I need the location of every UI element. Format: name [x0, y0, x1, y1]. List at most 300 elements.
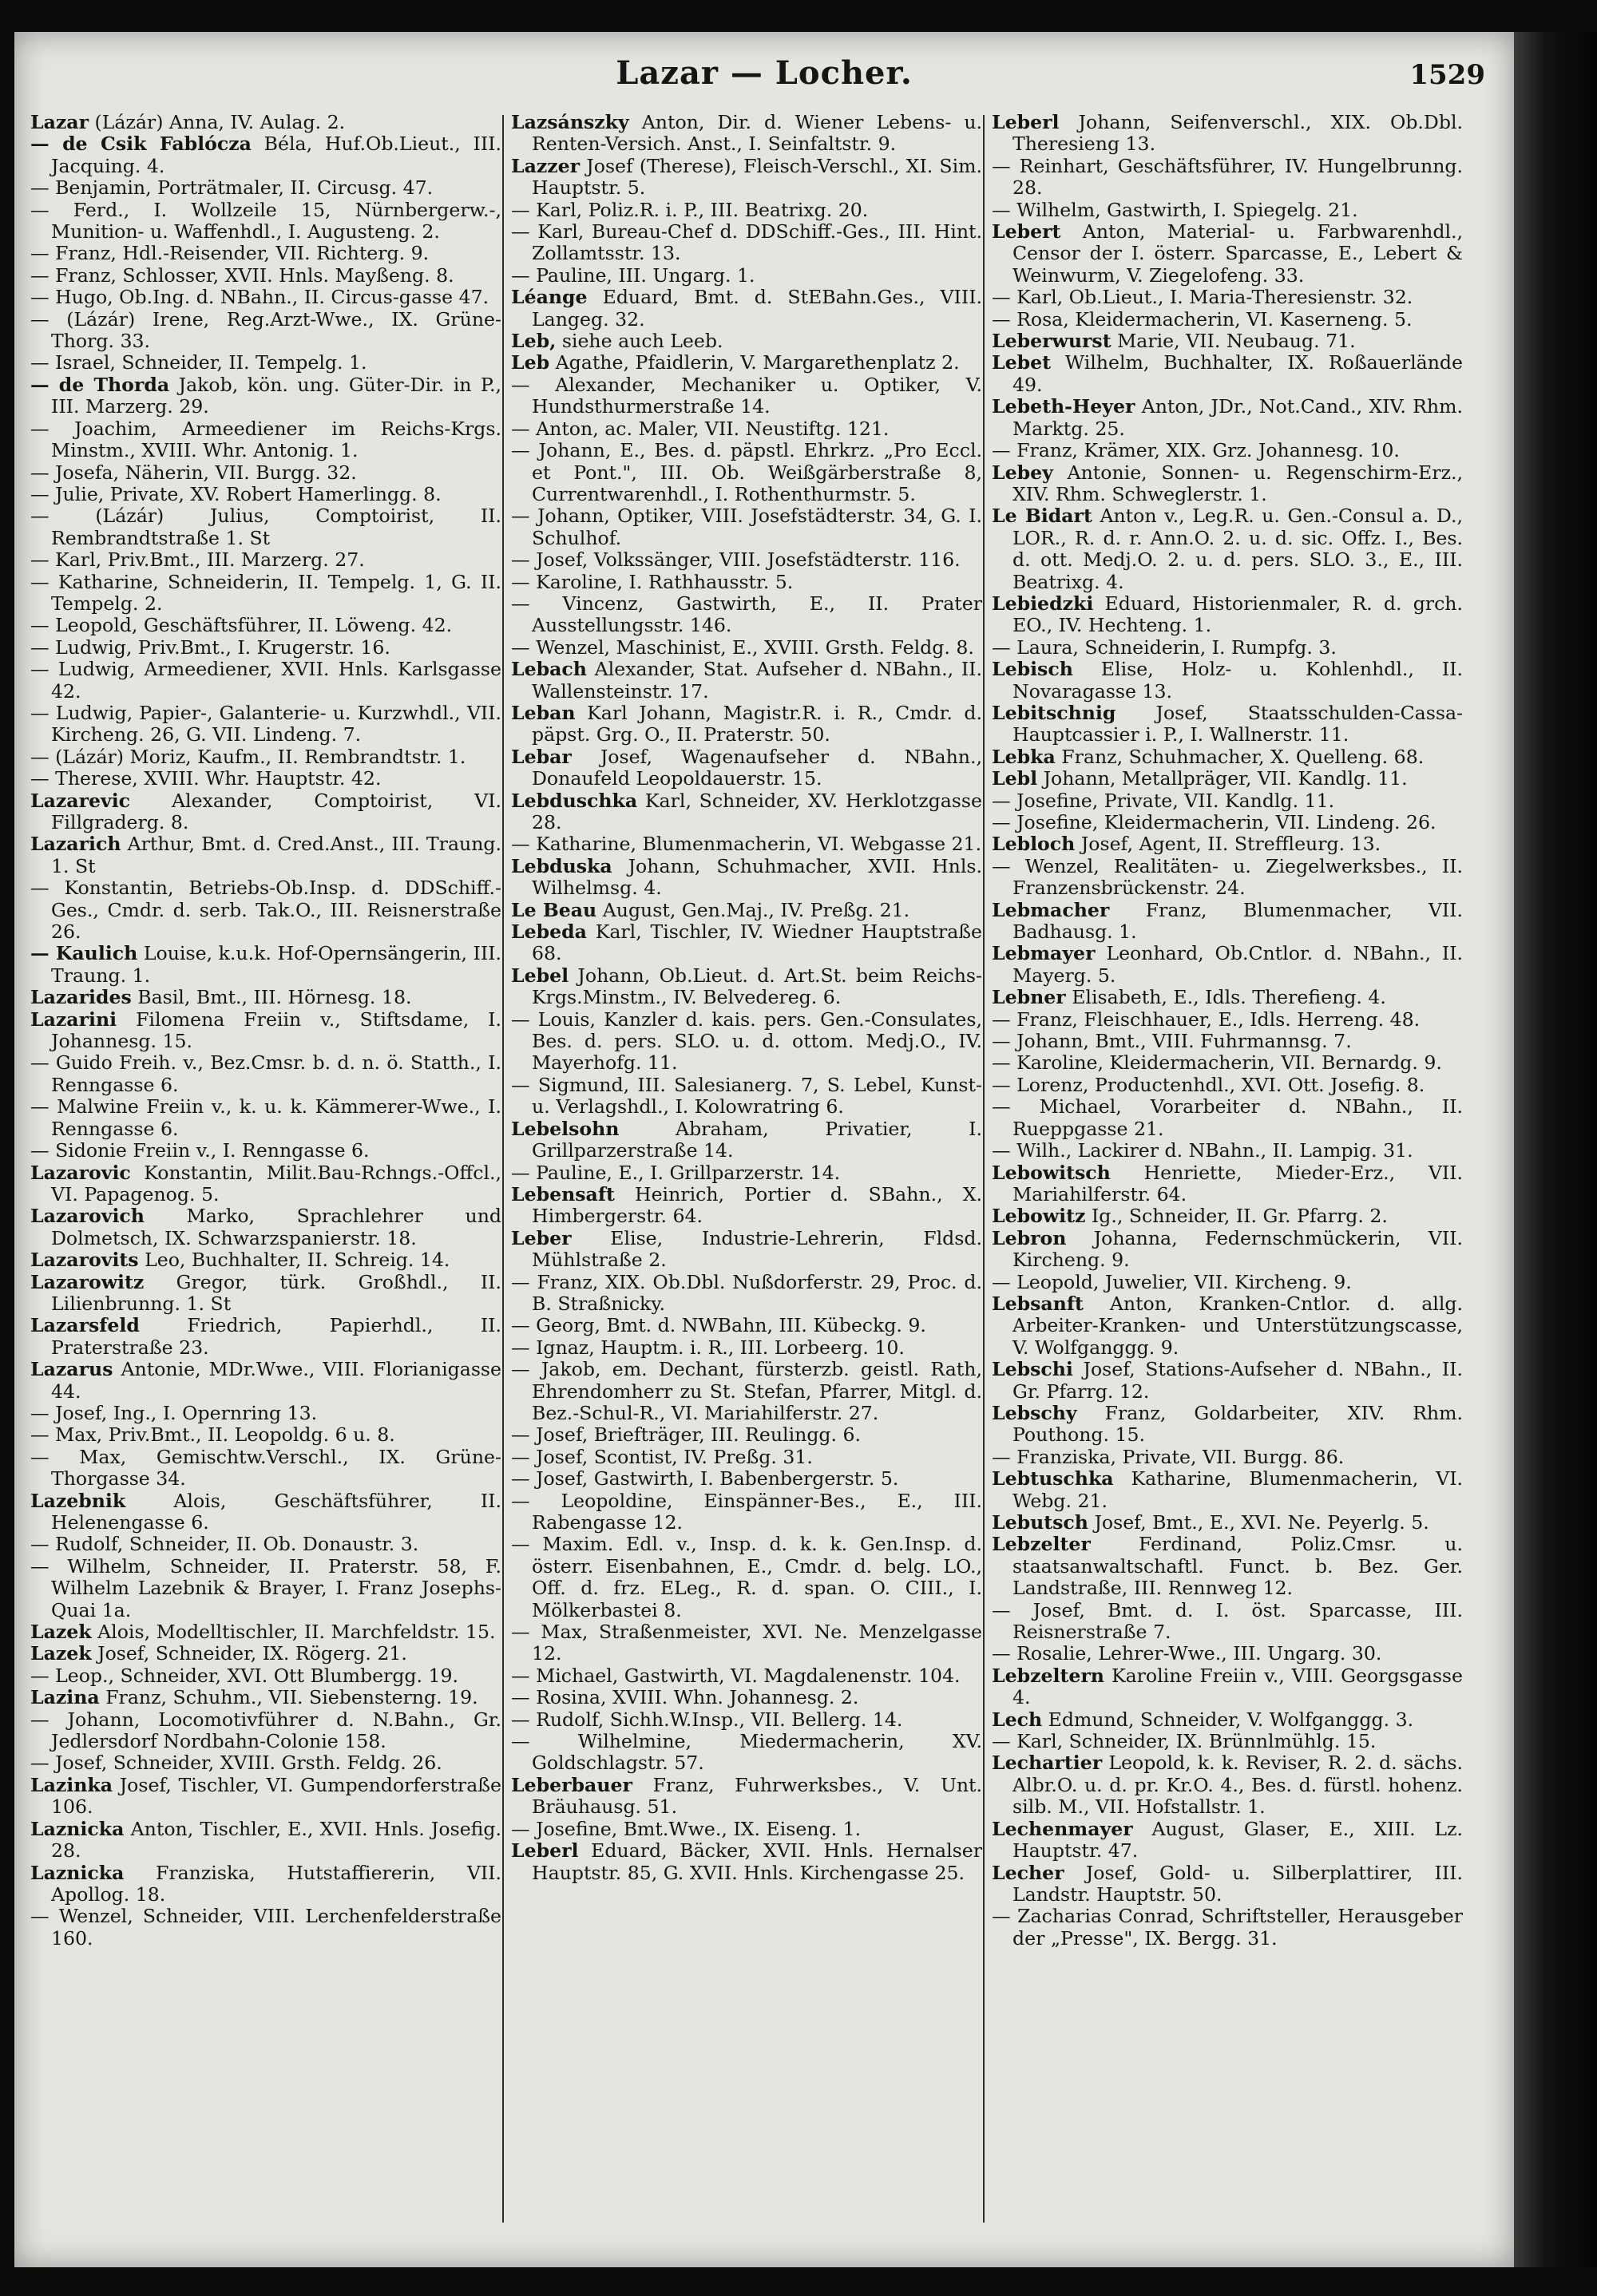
entry-text: Franz, Blumenmacher, VII. Badhausg. 1. — [1012, 898, 1463, 944]
entry-text: — Lorenz, Productenhdl., XVI. Ott. Josefig. 8. — [992, 1073, 1425, 1096]
entry-text: — Guido Freih. v., Bez.Cmsr. b. d. n. ö. Statth., I. Renngasse 6. — [30, 1051, 501, 1096]
entry-name: Lebar — [511, 745, 572, 768]
entry-name: Leberl — [992, 111, 1060, 133]
directory-entry — [992, 1512, 1463, 1534]
entry-text: Antonie, MDr.Wwe., VIII. Florianigasse 44. — [51, 1358, 502, 1403]
entry-name: Lazarides — [30, 986, 132, 1009]
entry-text: — Julie, Private, XV. Robert Hamerlingg. 8. — [30, 482, 442, 505]
entry-name: Lazarich — [30, 833, 121, 856]
entry-text: — Max, Gemischtw.Verschl., IX. Grüne-Thorgasse 34. — [30, 1445, 501, 1490]
entry-text: Anton, Dir. d. Wiener Lebens- u. Renten-Versich. Anst., I. Seinfaltstr. 9. — [532, 111, 983, 156]
directory-entry — [992, 1468, 1463, 1512]
entry-name: — de Thorda — [30, 373, 170, 396]
directory-entry — [30, 943, 501, 987]
entry-text: — Michael, Gastwirth, VI. Magdalenenstr. 104. — [511, 1664, 961, 1687]
directory-entry — [511, 1687, 982, 1708]
directory-entry — [992, 768, 1463, 790]
entry-text: Anton, Tischler, E., XVII. Hnls. Josefig. 28. — [51, 1817, 501, 1863]
entry-text: — Franz, Fleischhauer, E., Idls. Herreng. 48. — [992, 1007, 1421, 1031]
entry-text: Katharine, Blumenmacherin, VI. Webg. 21. — [1012, 1467, 1464, 1512]
entry-name: Lechenmayer — [992, 1817, 1133, 1840]
directory-entry — [992, 1272, 1463, 1293]
entry-text: — Karl, Poliz.R. i. P., III. Beatrixg. 20. — [511, 198, 869, 221]
entry-name: Lebloch — [992, 833, 1076, 856]
directory-entry — [30, 1249, 501, 1271]
entry-text: — Max, Priv.Bmt., II. Leopoldg. 6 u. 8. — [30, 1423, 395, 1447]
entry-text: Franz, Goldarbeiter, XIV. Rhm. Pouthong. 15. — [1012, 1401, 1463, 1447]
entry-name: Lebmayer — [992, 942, 1096, 965]
entry-text: — Rudolf, Sichh.W.Insp., VII. Bellerg. 14. — [511, 1708, 903, 1731]
entry-name: Lebduska — [511, 854, 612, 877]
entry-name: Leb — [511, 351, 550, 374]
directory-page — [14, 32, 1514, 2267]
entry-name: Lazina — [30, 1686, 100, 1709]
entry-text: — Ludwig, Armeediener, XVII. Hnls. Karlsgasse 42. — [30, 658, 501, 703]
entry-name: Lazarovic — [30, 1161, 131, 1184]
entry-text: — Maxim. Edl. v., Insp. d. k. k. Gen.Insp. d. österr. Eisenbahnen, E., Cmdr. d. belg. LO., Off. d. frz. ELeg., R. d. span. O. CIII., I. Mölkerbastei 8. — [511, 1533, 982, 1621]
entry-text: — Josefine, Kleidermacherin, VII. Lindeng. 26. — [992, 811, 1437, 833]
directory-entry — [30, 1447, 501, 1490]
entry-text: — Leop., Schneider, XVI. Ott Blumbergg. 19. — [30, 1664, 459, 1687]
entry-text: August, Gen.Maj., IV. Preßg. 21. — [602, 898, 910, 921]
entry-text: Abraham, Privatier, I. Grillparzerstraße 14. — [532, 1117, 982, 1162]
entry-text: Johann, Schuhmacher, XVII. Hnls. Wilhelmsg. 4. — [532, 854, 982, 900]
directory-entry — [992, 659, 1463, 703]
directory-entry — [30, 746, 501, 768]
entry-text: — Karl, Priv.Bmt., III. Marzerg. 27. — [30, 548, 365, 572]
directory-entry — [511, 833, 982, 855]
directory-entry — [511, 921, 982, 965]
directory-entry — [30, 1424, 501, 1446]
entry-name: Lazarevic — [30, 789, 131, 812]
entry-name: Laznicka — [30, 1861, 125, 1884]
entry-name: — de Csik Fablócza — [30, 133, 252, 156]
entry-text: Konstantin, Milit.Bau-Rchngs.-Offcl., VI. Papagenog. 5. — [51, 1161, 502, 1205]
directory-entry — [992, 505, 1463, 593]
entry-name: Lazsánszky — [511, 111, 629, 133]
entry-text: — Rosalie, Lehrer-Wwe., III. Ungarg. 30. — [992, 1642, 1382, 1665]
entry-text: Karl Johann, Magistr.R. i. R., Cmdr. d. päpst. Grg. O., II. Praterstr. 50. — [532, 701, 983, 746]
entry-text: — Israel, Schneider, II. Tempelg. 1. — [30, 351, 367, 374]
directory-entry — [30, 1009, 501, 1053]
directory-entry — [511, 1009, 982, 1075]
directory-entry — [992, 856, 1463, 900]
entry-text: — Therese, XVIII. Whr. Hauptstr. 42. — [30, 767, 382, 790]
entry-name: Lazarovits — [30, 1249, 139, 1272]
directory-entry — [30, 133, 501, 177]
entry-text: — (Lázár) Irene, Reg.Arzt-Wwe., IX. Grüne-Thorg. 33. — [30, 307, 501, 353]
directory-entry — [30, 1906, 501, 1950]
directory-entry — [992, 396, 1463, 440]
entry-name: Lechartier — [992, 1752, 1103, 1775]
directory-entry — [511, 505, 982, 549]
entry-text: Franziska, Hutstaffiererin, VII. Apollog. 18. — [51, 1861, 502, 1906]
entry-text: Josef, Gold- u. Silberplattirer, III. Landstr. Hauptstr. 50. — [1012, 1861, 1464, 1906]
directory-entry — [992, 1447, 1463, 1468]
directory-entry — [511, 200, 982, 221]
entry-text: Josef, Staatsschulden-Cassa-Hauptcassier i. P., I. Wallnerstr. 11. — [1012, 701, 1463, 746]
directory-entry — [511, 1490, 982, 1534]
directory-entry — [992, 746, 1463, 768]
entry-text: — Pauline, III. Ungarg. 1. — [511, 263, 755, 287]
page-header — [14, 49, 1514, 105]
directory-entry — [30, 177, 501, 199]
entry-text: — Franziska, Private, VII. Burgg. 86. — [992, 1445, 1345, 1468]
entry-text: Josef, Stations-Aufseher d. NBahn., II. Gr. Pfarrg. 12. — [1012, 1358, 1463, 1403]
directory-entry — [511, 352, 982, 374]
directory-entry — [511, 1359, 982, 1424]
entry-text: — (Lázár) Moriz, Kaufm., II. Rembrandtstr. 1. — [30, 745, 466, 768]
entry-name: Lazarus — [30, 1358, 113, 1381]
entry-text: — Wilhelm, Schneider, II. Praterstr. 58, F. Wilhelm Lazebnik & Brayer, I. Franz Josephs-Quai 1a. — [30, 1554, 501, 1621]
entry-text: Eduard, Bäcker, XVII. Hnls. Hernalser Hauptstr. 85, G. XVII. Hnls. Kirchengasse 25. — [532, 1839, 983, 1884]
entry-text: — Wenzel, Schneider, VIII. Lerchenfelderstraße 160. — [30, 1905, 501, 1950]
entry-name: Lazebnik — [30, 1489, 126, 1512]
directory-entry — [992, 1140, 1463, 1162]
entry-text: — Sidonie Freiin v., I. Renngasse 6. — [30, 1139, 370, 1162]
entry-name: Leber — [511, 1226, 572, 1249]
entry-text: — Johann, E., Bes. d. päpstl. Ehrkrz. „Pro Eccl. et Pont.", III. Ob. Weißgärberstraße 8, Currentwarenhdl., I. Rothenthurmstr. 5. — [511, 439, 982, 505]
entry-text: Alois, Geschäftsführer, II. Helenengasse 6. — [51, 1489, 501, 1534]
directory-entry — [511, 265, 982, 287]
directory-entry — [992, 1009, 1463, 1031]
entry-text: Franz, Schuhm., VII. Siebensterng. 19. — [105, 1686, 478, 1709]
entry-text: — Ludwig, Papier-, Galanterie- u. Kurzwhdl., VII. Kircheng. 26, G. VII. Lindeng. 7. — [30, 701, 501, 746]
directory-entry — [30, 505, 501, 549]
directory-entry — [30, 1140, 501, 1162]
directory-entry — [30, 309, 501, 353]
entry-text: — Rudolf, Schneider, II. Ob. Donaustr. 3. — [30, 1533, 419, 1556]
directory-entry — [992, 943, 1463, 987]
directory-entry — [992, 1643, 1463, 1665]
directory-entry — [30, 1096, 501, 1140]
entry-name: Lazar — [30, 111, 89, 133]
entry-name: Leberl — [511, 1839, 579, 1863]
entry-text: — Malwine Freiin v., k. u. k. Kämmerer-Wwe., I. Renngasse 6. — [30, 1095, 501, 1140]
directory-entry — [511, 1731, 982, 1775]
entry-name: Lebschi — [992, 1358, 1073, 1381]
directory-entry — [511, 856, 982, 900]
entry-text: — Jakob, em. Dechant, fürsterzb. geistl. Rath, Ehrendomherr zu St. Stefan, Pfarrer, Mitgl. d. Bez.-Schul-R., VI. Mariahilferstr. 27. — [511, 1358, 982, 1424]
entry-text: Alexander, Comptoirist, VI. Fillgraderg. 8. — [51, 789, 501, 833]
directory-entry — [511, 1075, 982, 1118]
entry-text: — Johann, Optiker, VIII. Josefstädterstr. 34, G. I. Schulhof. — [511, 505, 982, 549]
entry-name: Lazzer — [511, 154, 581, 177]
entry-name: Léange — [511, 286, 588, 309]
entry-name: Lebert — [992, 220, 1061, 243]
entry-text: — Wilhelm, Gastwirth, I. Spiegelg. 21. — [992, 198, 1358, 221]
directory-entry — [511, 1162, 982, 1184]
entry-text: Johann, Seifenverschl., XIX. Ob.Dbl. Theresieng 13. — [1012, 111, 1464, 156]
directory-entry — [511, 440, 982, 505]
entry-text: — Josef, Briefträger, III. Reulingg. 6. — [511, 1423, 862, 1447]
entry-text: Arthur, Bmt. d. Cred.Anst., III. Traung. 1. St — [51, 833, 501, 877]
entry-text: — Karl, Schneider, IX. Brünnlmühlg. 15. — [992, 1730, 1377, 1753]
entry-name: Lebowitsch — [992, 1161, 1111, 1184]
entry-text: — Zacharias Conrad, Schriftsteller, Herausgeber der „Presse", IX. Bergg. 31. — [992, 1905, 1463, 1950]
directory-entry — [511, 1228, 982, 1272]
entry-text: — Franz, Hdl.-Reisender, VII. Richterg. 9. — [30, 242, 430, 265]
entry-text: Heinrich, Portier d. SBahn., X. Himbergerstr. 64. — [532, 1182, 983, 1228]
directory-entry — [30, 877, 501, 943]
entry-text: — Leopold, Juwelier, VII. Kircheng. 9. — [992, 1270, 1352, 1293]
entry-text: Franz, Fuhrwerksbes., V. Unt. Bräuhausg. 51. — [532, 1773, 983, 1819]
entry-text: Wilhelm, Buchhalter, IX. Roßauerlände 49. — [1012, 351, 1463, 396]
directory-entry — [511, 746, 982, 790]
entry-text: — (Lázár) Julius, Comptoirist, II. Rembrandtstraße 1. St — [30, 505, 501, 549]
entry-name: Lebron — [992, 1226, 1067, 1249]
entry-text: — Franz, Schlosser, XVII. Hnls. Mayßeng. 8. — [30, 263, 454, 287]
directory-entry — [30, 462, 501, 484]
directory-entry — [30, 1819, 501, 1863]
entry-text: Karl, Schneider, XV. Herklotzgasse 28. — [532, 789, 982, 833]
directory-entry — [30, 572, 501, 616]
entry-text: — Josefine, Bmt.Wwe., IX. Eiseng. 1. — [511, 1817, 862, 1840]
entry-text: August, Glaser, E., XIII. Lz. Hauptstr. 47. — [1012, 1817, 1463, 1863]
entry-text: — Wenzel, Maschinist, E., XVIII. Grsth. Feldg. 8. — [511, 635, 974, 659]
directory-entry — [511, 1775, 982, 1819]
entry-text: — Johann, Bmt., VIII. Fuhrmannsg. 7. — [992, 1030, 1352, 1053]
entry-text: — Rosa, Kleidermacherin, VI. Kaserneng. 5. — [992, 307, 1413, 331]
entry-name: Lebner — [992, 986, 1066, 1009]
entry-name: Le Beau — [511, 898, 597, 921]
entry-text: Franz, Schuhmacher, X. Quelleng. 68. — [1061, 745, 1425, 768]
entry-text: Basil, Bmt., III. Hörnesg. 18. — [137, 986, 412, 1009]
entry-text: — Josef, Volkssänger, VIII. Josefstädterstr. 116. — [511, 548, 961, 572]
entry-name: Lebelsohn — [511, 1117, 620, 1140]
column-1 — [30, 112, 501, 1950]
directory-entry — [992, 221, 1463, 287]
directory-entry — [992, 1665, 1463, 1709]
entry-text: Friedrich, Papierhdl., II. Praterstraße 23. — [51, 1314, 502, 1359]
entry-text: Gregor, türk. Großhdl., II. Lilienbrunng. 1. St — [51, 1270, 501, 1315]
directory-entry — [30, 703, 501, 746]
entry-text: — Wilhelmine, Miedermacherin, XV. Goldschlagstr. 57. — [511, 1730, 982, 1775]
directory-entry — [992, 440, 1463, 461]
entry-text: — Wenzel, Realitäten- u. Ziegelwerksbes., II. Franzensbrückenstr. 24. — [992, 854, 1463, 900]
directory-entry — [511, 1424, 982, 1446]
entry-text: — Max, Straßenmeister, XVI. Ne. Menzelgasse 12. — [511, 1621, 982, 1665]
directory-entry — [511, 331, 982, 352]
entry-text: Ferdinand, Poliz.Cmsr. u. staatsanwaltschaftl. Funct. b. Bez. Ger. Landstraße, III. Rennweg 12. — [1012, 1533, 1464, 1600]
entry-name: Lebschy — [992, 1401, 1077, 1424]
directory-entry — [511, 1665, 982, 1687]
entry-text: Anton v., Leg.R. u. Gen.-Consul a. D., LOR., R. d. r. Ann.O. 2. u. d. sic. Offz. I., Bes. d. ott. Medj.O. 2. u. d. pers. SLO. 3., E., III. Beatrixg. 4. — [1012, 505, 1464, 593]
directory-entry — [30, 833, 501, 877]
entry-name: Leb, — [511, 330, 557, 353]
entry-name: Lebzelter — [992, 1533, 1091, 1556]
entry-text: — Josef, Bmt. d. I. öst. Sparcasse, III. Reisnerstraße 7. — [992, 1598, 1463, 1644]
directory-entry — [511, 572, 982, 593]
entry-text: — Josef, Schneider, XVIII. Grsth. Feldg. 26. — [30, 1752, 442, 1775]
directory-entry — [992, 1709, 1463, 1731]
directory-entry — [992, 1752, 1463, 1818]
directory-entry — [992, 900, 1463, 944]
entry-text: Ig., Schneider, II. Gr. Pfarrg. 2. — [1091, 1205, 1388, 1228]
entry-text: Johann, Metallpräger, VII. Kandlg. 11. — [1043, 767, 1408, 790]
entry-text: — Karoline, Kleidermacherin, VII. Bernardg. 9. — [992, 1051, 1442, 1075]
directory-entry — [511, 790, 982, 834]
entry-text: Leo, Buchhalter, II. Schreig. 14. — [145, 1249, 450, 1272]
column-3 — [992, 112, 1463, 1950]
entry-text: — Rosina, XVIII. Whn. Johannesg. 2. — [511, 1686, 859, 1709]
directory-entry — [511, 549, 982, 571]
entry-text: Josef, Agent, II. Streffleurg. 13. — [1080, 833, 1381, 856]
entry-text: Marie, VII. Neubaug. 71. — [1117, 330, 1356, 353]
directory-entry — [511, 221, 982, 265]
entry-name: Leban — [511, 701, 576, 724]
entry-name: Leberbauer — [511, 1773, 632, 1796]
entry-text: — Ferd., I. Wollzeile 15, Nürnbergerw.-, Munition- u. Waffenhdl., I. Augusteng. 2. — [30, 198, 501, 243]
directory-entry — [992, 352, 1463, 396]
entry-text: — Karl, Bureau-Chef d. DDSchiff.-Ges., III. Hint. Zollamtsstr. 13. — [511, 220, 982, 265]
entry-name: Lebowitz — [992, 1205, 1086, 1228]
entry-text: — Wilh., Lackirer d. NBahn., II. Lampig. 31. — [992, 1139, 1413, 1162]
entry-name: Lebisch — [992, 658, 1073, 681]
directory-entry — [30, 1687, 501, 1708]
entry-text: Josef, Wagenaufseher d. NBahn., Donaufeld Leopoldauerstr. 15. — [532, 745, 982, 790]
entry-text: — Karoline, I. Rathhausstr. 5. — [511, 570, 794, 593]
entry-text: Johanna, Federnschmückerin, VII. Kircheng. 9. — [1012, 1226, 1463, 1272]
directory-entry — [992, 1096, 1463, 1140]
directory-entry — [992, 156, 1463, 200]
entry-text: — Josefa, Näherin, VII. Burgg. 32. — [30, 461, 357, 484]
entry-name: Lebutsch — [992, 1511, 1088, 1534]
directory-entry — [992, 812, 1463, 833]
entry-name: Lebmacher — [992, 898, 1110, 921]
entry-text: — Franz, Krämer, XIX. Grz. Johannesg. 10. — [992, 439, 1400, 462]
entry-name: Lebey — [992, 461, 1053, 484]
directory-entry — [511, 1272, 982, 1316]
entry-text: Antonie, Sonnen- u. Regenschirm-Erz., XIV. Rhm. Schweglerstr. 1. — [1012, 461, 1463, 505]
directory-entry — [30, 1272, 501, 1316]
directory-entry — [30, 1315, 501, 1359]
directory-entry — [992, 1359, 1463, 1403]
directory-entry — [992, 1403, 1463, 1447]
column-divider — [983, 115, 985, 2223]
directory-entry — [30, 200, 501, 243]
entry-name: Leberwurst — [992, 330, 1112, 353]
directory-entry — [511, 1534, 982, 1621]
entry-text: — Alexander, Mechaniker u. Optiker, V. Hundsthurmerstraße 14. — [511, 373, 982, 418]
directory-entry — [992, 790, 1463, 812]
entry-text: — Josef, Ing., I. Opernring 13. — [30, 1401, 318, 1424]
entry-text: — Karl, Ob.Lieut., I. Maria-Theresienstr. 32. — [992, 286, 1413, 309]
entry-text: — Vincenz, Gastwirth, E., II. Prater Ausstellungsstr. 146. — [511, 592, 982, 637]
directory-entry — [30, 243, 501, 264]
directory-entry — [992, 1600, 1463, 1644]
directory-entry — [992, 287, 1463, 308]
directory-entry — [992, 1293, 1463, 1359]
entry-text: Eduard, Historienmaler, R. d. grch. EO., IV. Hechteng. 1. — [1012, 592, 1463, 637]
directory-entry — [511, 1840, 982, 1884]
entry-text: — Konstantin, Betriebs-Ob.Insp. d. DDSchiff.-Ges., Cmdr. d. serb. Tak.O., III. Reisnerstraße 26. — [30, 877, 501, 944]
entry-text: Elise, Holz- u. Kohlenhdl., II. Novaragasse 13. — [1012, 658, 1464, 703]
entry-name: Lebeth-Heyer — [992, 395, 1135, 418]
entry-text: Agathe, Pfaidlerin, V. Margarethenplatz 2. — [555, 351, 960, 374]
directory-entry — [992, 112, 1463, 156]
directory-entry — [511, 1447, 982, 1468]
entry-name: Lebtuschka — [992, 1467, 1114, 1490]
directory-entry — [992, 833, 1463, 855]
entry-name: Lazarini — [30, 1007, 117, 1031]
directory-entry — [511, 1184, 982, 1228]
entry-text: Alois, Modelltischler, II. Marchfeldstr. 15. — [97, 1621, 496, 1644]
entry-name: Lebet — [992, 351, 1052, 374]
entry-text: Josef, Tischler, VI. Gumpendorferstraße 106. — [51, 1773, 502, 1819]
directory-entry — [992, 1819, 1463, 1863]
directory-entry — [511, 1118, 982, 1162]
entry-text: — Johann, Locomotivführer d. N.Bahn., Gr. Jedlersdorf Nordbahn-Colonie 158. — [30, 1708, 501, 1753]
entry-name: Lazarovich — [30, 1205, 145, 1228]
entry-text: — Anton, ac. Maler, VII. Neustiftg. 121. — [511, 417, 890, 440]
directory-entry — [992, 1731, 1463, 1752]
entry-text: — Katharine, Blumenmacherin, VI. Webgasse 21. — [511, 833, 982, 856]
entry-text: — Reinhart, Geschäftsführer, IV. Hungelbrunng. 28. — [992, 154, 1463, 200]
entry-text: Filomena Freiin v., Stiftsdame, I. Johannesg. 15. — [51, 1007, 502, 1053]
directory-entry — [511, 287, 982, 331]
entry-text: siehe auch Leeb. — [561, 330, 723, 353]
entry-text: (Lázár) Anna, IV. Aulag. 2. — [94, 111, 346, 133]
entry-text: — Leopoldine, Einspänner-Bes., E., III. Rabengasse 12. — [511, 1489, 982, 1534]
column-2 — [511, 112, 982, 1884]
entry-text: — Georg, Bmt. d. NWBahn, III. Kübeckg. 9. — [511, 1314, 926, 1337]
entry-name: Laznicka — [30, 1817, 125, 1840]
entry-name: Lebitschnig — [992, 701, 1116, 724]
directory-entry — [511, 1337, 982, 1359]
entry-name: Lecher — [992, 1861, 1064, 1884]
directory-entry — [511, 1315, 982, 1336]
directory-entry — [511, 1621, 982, 1665]
entry-name: Lebensaft — [511, 1182, 615, 1205]
entry-text: Elise, Industrie-Lehrerin, Fldsd. Mühlstraße 2. — [532, 1226, 982, 1272]
directory-entry — [30, 659, 501, 703]
directory-entry — [992, 1162, 1463, 1206]
entry-text: Henriette, Mieder-Erz., VII. Mariahilferstr. 64. — [1012, 1161, 1463, 1205]
directory-entry — [30, 265, 501, 287]
entry-name: Lebduschka — [511, 789, 638, 812]
entry-name: Lazarsfeld — [30, 1314, 140, 1337]
directory-entry — [30, 637, 501, 659]
entry-name: Lebach — [511, 658, 587, 681]
directory-entry — [992, 1863, 1463, 1906]
directory-entry — [30, 1775, 501, 1819]
directory-entry — [30, 374, 501, 418]
entry-text: Béla, Huf.Ob.Lieut., III. Jacquing. 4. — [51, 133, 501, 177]
directory-entry — [30, 1665, 501, 1687]
entry-name: Lazarowitz — [30, 1270, 145, 1293]
directory-entry — [30, 1052, 501, 1096]
entry-name: — Kaulich — [30, 942, 138, 965]
entry-text: Edmund, Schneider, V. Wolfganggg. 3. — [1048, 1708, 1414, 1731]
directory-entry — [511, 374, 982, 418]
directory-entry — [992, 1205, 1463, 1227]
directory-entry — [992, 1534, 1463, 1599]
entry-text: — Joachim, Armeediener im Reichs-Krgs. Minstm., XVIII. Whr. Antonig. 1. — [30, 417, 501, 462]
entry-name: Lech — [992, 1708, 1043, 1731]
page-edge — [1514, 32, 1597, 2267]
directory-entry — [992, 200, 1463, 221]
directory-entry — [30, 615, 501, 636]
directory-entry — [30, 1556, 501, 1621]
directory-entry — [30, 1162, 501, 1206]
entry-name: Lebsanft — [992, 1292, 1084, 1315]
entry-text: Anton, Material- u. Farbwarenhdl., Censor der I. österr. Sparcasse, E., Lebert & Weinwurm, V. Ziegelofeng. 33. — [1012, 220, 1463, 287]
entry-text: — Katharine, Schneiderin, II. Tempelg. 1, G. II. Tempelg. 2. — [30, 570, 501, 615]
directory-entry — [511, 637, 982, 659]
directory-entry — [511, 703, 982, 746]
directory-entry — [30, 1709, 501, 1753]
